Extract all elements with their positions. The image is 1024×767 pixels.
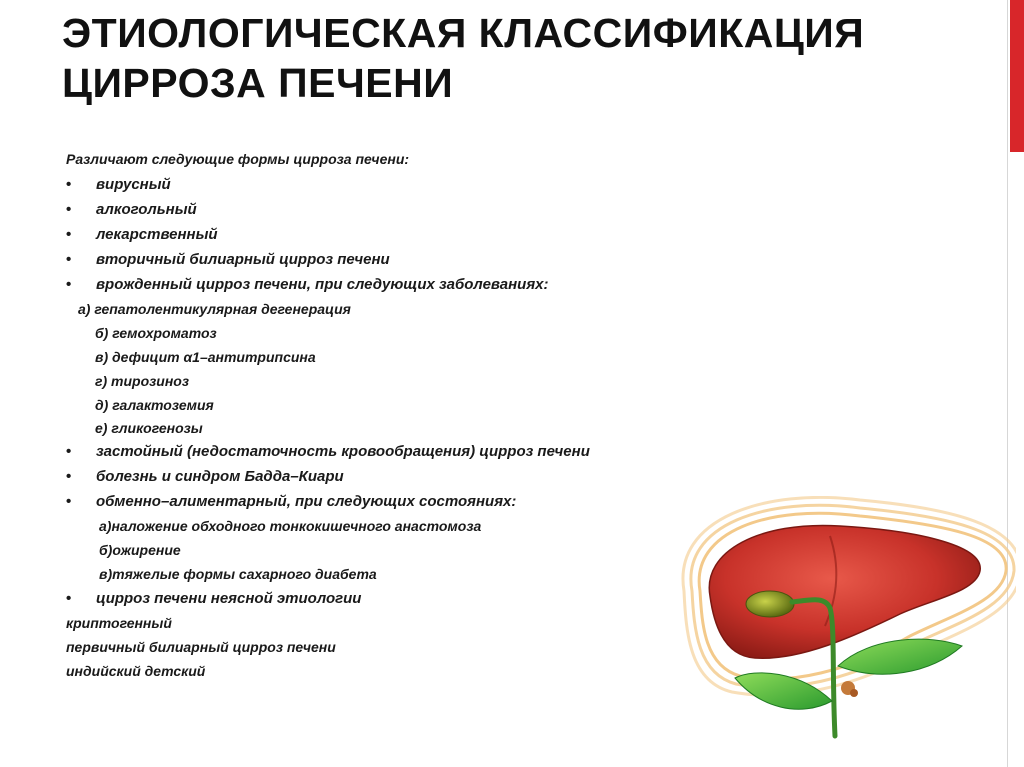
sub-item: д) галактоземия	[95, 397, 214, 413]
bullet-icon: •	[66, 276, 72, 293]
list-item-label: вторичный билиарный цирроз печени	[96, 251, 390, 268]
bullet-icon: •	[66, 468, 72, 485]
bullet-icon: •	[66, 176, 72, 193]
bullet-icon: •	[66, 251, 72, 268]
sub-item: а) гепатолентикулярная дегенерация	[78, 301, 351, 317]
bullet-icon: •	[66, 590, 72, 607]
list-item-label: вирусный	[96, 176, 171, 193]
sub-item: е) гликогенозы	[95, 420, 203, 436]
sub-item: криптогенный	[66, 615, 172, 631]
leaf-left-icon	[735, 673, 832, 709]
sub-item: в) дефицит α1–антитрипсина	[95, 349, 316, 365]
pancreas-icon	[841, 681, 858, 697]
sub-item: первичный билиарный цирроз печени	[66, 639, 336, 655]
list-item-label: цирроз печени неясной этиологии	[96, 590, 362, 607]
sub-item: б) гемохроматоз	[95, 325, 217, 341]
list-item-label: болезнь и синдром Бадда–Киари	[96, 468, 344, 485]
leaf-right-icon	[838, 639, 962, 674]
sub-item: г) тирозиноз	[95, 373, 189, 389]
sub-item: а)наложение обходного тонкокишечного анастомоза	[99, 518, 482, 534]
sub-item: в)тяжелые формы сахарного диабета	[99, 566, 377, 582]
bullet-icon: •	[66, 493, 72, 510]
list-item-label: обменно–алиментарный, при следующих состояниях:	[96, 493, 517, 510]
accent-bar	[1010, 0, 1024, 152]
list-item-label: застойный (недостаточность кровообращения) цирроз печени	[96, 443, 590, 460]
list-item-label: врожденный цирроз печени, при следующих заболеваниях:	[96, 276, 549, 293]
slide-title	[62, 8, 992, 108]
liver-icon	[709, 525, 980, 658]
sub-item: индийский детский	[66, 663, 206, 679]
list-item-label: алкогольный	[96, 201, 197, 218]
liver-illustration	[680, 496, 1016, 746]
list-item-label: лекарственный	[96, 226, 218, 243]
title-line-1: ЭТИОЛОГИЧЕСКАЯ КЛАССИФИКАЦИЯ	[62, 10, 865, 56]
intro-text: Различают следующие формы цирроза печени:	[66, 151, 410, 167]
bullet-icon: •	[66, 226, 72, 243]
bullet-icon: •	[66, 443, 72, 460]
bullet-icon: •	[66, 201, 72, 218]
sub-item: б)ожирение	[99, 542, 181, 558]
gallbladder-icon	[746, 591, 794, 617]
title-line-2: ЦИРРОЗА ПЕЧЕНИ	[62, 60, 454, 106]
